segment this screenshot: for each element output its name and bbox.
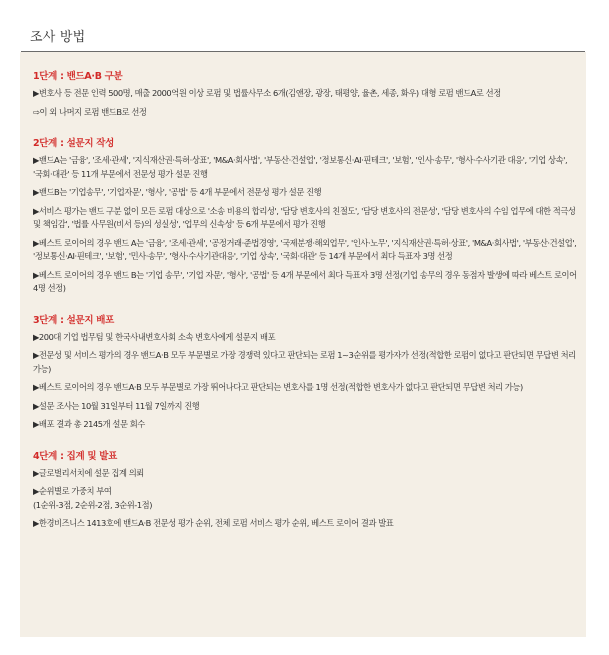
step-2-heading: 2단계 : 설문지 작성 [33,138,114,149]
list-item: ▶한경비즈니스 1413호에 밴드A·B 전문성 평가 순위, 전체 로펌 서비스 평가 순위, 베스트 로이어 결과 발표 [33,518,394,528]
page-title: 조사 방법 [30,30,86,45]
list-item: ▶전문성 및 서비스 평가의 경우 밴드A·B 모두 부문별로 가장 경쟁력 있다고 판단되는 로펌 1~3순위를 평가자가 선정(적합한 로펌이 없다고 판단되면 무답변 처리 가능) [33,350,576,374]
list-item: ▶배포 결과 총 2145개 설문 회수 [33,419,145,429]
list-item: ▶200대 기업 법무팀 및 한국사내변호사회 소속 변호사에게 설문지 배포 [33,331,276,342]
list-item: ▶변호사 등 전문 인력 500명, 매출 2000억원 이상 로펌 및 법률사무소 6개(김앤장, 광장, 태평양, 율촌, 세종, 화우) 대형 로펌 밴드A로 선정 [33,88,501,98]
list-item: ▶순위별로 가중치 부여 [33,486,112,496]
list-item: ▶베스트 로이어의 경우 밴드A·B 모두 부문별로 가장 뛰어나다고 판단되는 변호사를 1명 선정(적합한 변호사가 없다고 판단되면 무답변 처리 가능) [33,382,523,392]
step-2-section [33,137,581,296]
list-item: ⇨이 외 나머지 로펌 밴드B로 선정 [33,106,147,117]
list-item: ▶설문 조사는 10월 31일부터 11월 7일까지 진행 [33,400,200,411]
list-item: (1순위-3점, 2순위-2점, 3순위-1점) [33,499,153,510]
list-item: ▶밴드B는 '기업송무', '기업자문', '형사', '공법' 등 4개 부문에서 전문성 평가 설문 진행 [33,187,322,197]
survey-method-content [33,70,581,536]
list-item: ▶베스트 로이어의 경우 밴드 B는 '기업 송무', '기업 자문', '형사', '공법' 등 4개 부문에서 최다 득표자 3명 선정(기업 송무의 경우 동점자 발생에 따라 베스트 로이어 4명 선정) [33,269,577,293]
step-4-heading: 4단계 : 집계 및 발표 [33,450,117,462]
step-3-section [33,314,581,432]
list-item: ▶베스트 로이어의 경우 밴드 A는 '금융', '조세·관세', '공정거래·준법경영', '국제분쟁·해외업무', '인사·노무', '지식재산권·특허·상표', 'M&A·회사법', '부동산·건설업', '정보통신·AI·핀테크', '보험', '민사·송무', '형사·수사기관대응', '기업 상속', '국회·대관' 등 14개 부문에서 최다 득표자 3명 선정 [33,237,577,261]
list-item: ▶서비스 평가는 밴드 구분 없이 모든 로펌 대상으로 '소송 비용의 합리성', '담당 변호사의 친절도', '담당 변호사의 전문성', '담당 변호사의 수임 업무에 대한 적극성 및 책임감', '법률 사무원(비서 등)의 성실성', '업무의 신속성' 등 6개 부문에서 평가 진행 [33,205,576,229]
list-item: ▶밴드A는 '금융', '조세·관세', '지식재산권·특허·상표', 'M&A·회사법', '부동산·건설업', '정보통신·AI·핀테크', '보험', '인사·송무', '형사·수사기관 대응', '기업 상속', '국회·대관' 등 11개 부문에서 전문성 평가 설문 진행 [33,155,568,179]
list-item: ▶글로벌리서치에 설문 집계 의뢰 [33,467,144,478]
step-4-section [33,450,581,531]
step-1-heading: 1단계 : 밴드A·B 구분 [33,71,123,82]
step-3-heading: 3단계 : 설문지 배포 [33,314,114,326]
step-1-section [33,70,581,119]
